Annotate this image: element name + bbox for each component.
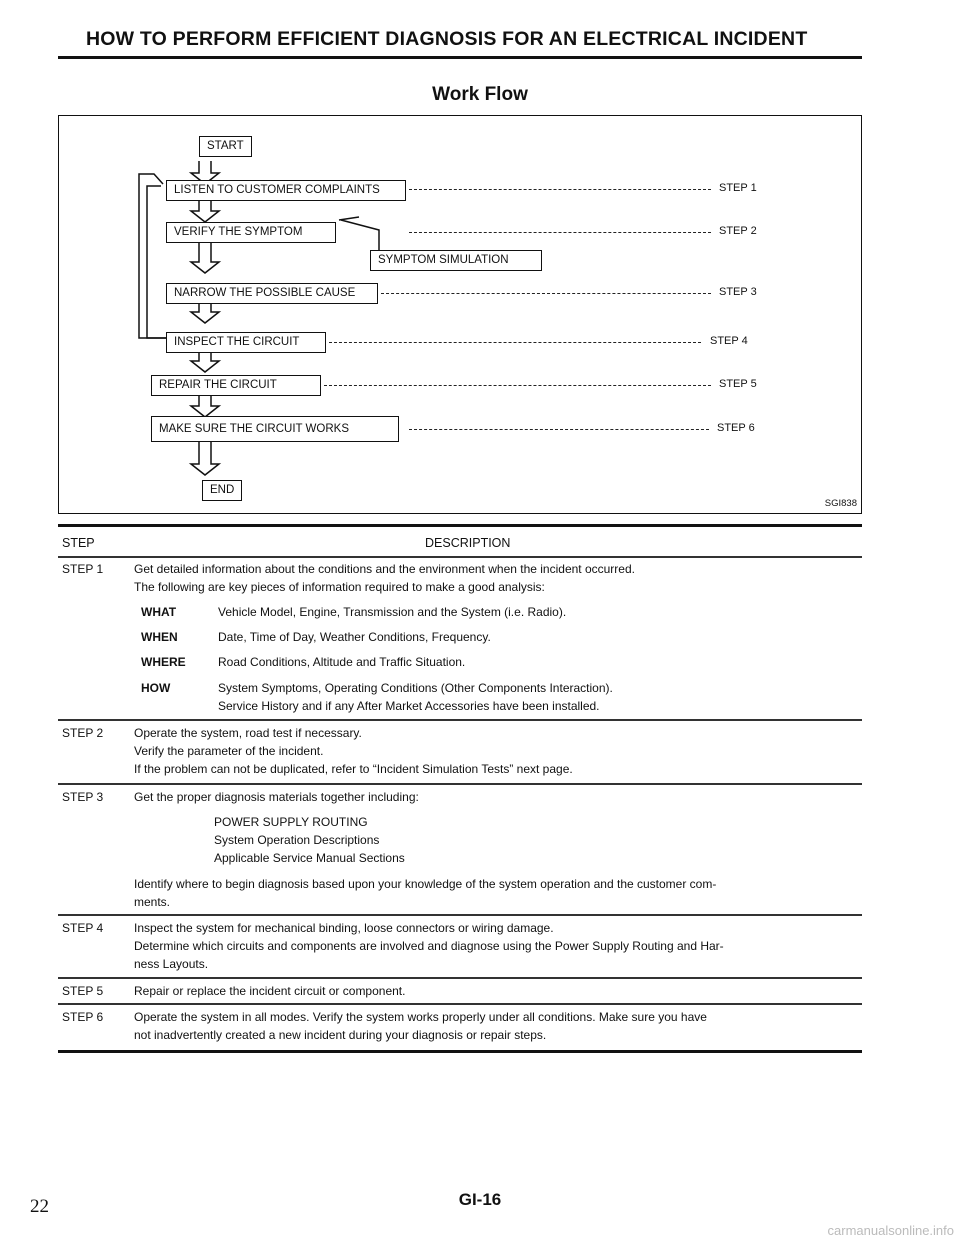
leader-line-step5 <box>324 385 711 386</box>
watermark: carmanualsonline.info <box>827 1223 954 1238</box>
key-when: WHEN <box>141 630 178 644</box>
step-label-6: STEP 6 <box>717 422 755 434</box>
row-step2-line2: Verify the parameter of the incident. <box>134 744 324 758</box>
leader-line-step4 <box>329 342 701 343</box>
row-rule-4 <box>58 977 862 979</box>
row-step2-label: STEP 2 <box>62 726 104 740</box>
leader-line-step6 <box>409 429 709 430</box>
row-rule-3 <box>58 914 862 916</box>
table-header-rule <box>58 556 862 558</box>
row-step5-line: Repair or replace the incident circuit or component. <box>134 984 406 998</box>
value-when: Date, Time of Day, Weather Conditions, Frequency. <box>218 630 491 644</box>
flow-connectors <box>59 116 863 515</box>
row-step1-line2: The following are key pieces of information required to make a good analysis: <box>134 580 545 594</box>
value-where: Road Conditions, Altitude and Traffic Situation. <box>218 655 466 669</box>
row-step3-label: STEP 3 <box>62 790 104 804</box>
flow-node-step5: REPAIR THE CIRCUIT <box>151 375 321 396</box>
material-item: POWER SUPPLY ROUTING <box>214 815 368 829</box>
row-step6-label: STEP 6 <box>62 1010 104 1024</box>
step-label-3: STEP 3 <box>719 286 757 298</box>
row-step5-label: STEP 5 <box>62 984 104 998</box>
row-step1-label: STEP 1 <box>62 562 104 576</box>
row-step2-line3: If the problem can not be duplicated, refer to “Incident Simulation Tests” next page. <box>134 762 573 776</box>
arrow-step5 <box>191 395 219 417</box>
table-header-step: STEP <box>62 536 95 550</box>
row-step3-outro1: Identify where to begin diagnosis based upon your knowledge of the system operation and the customer com- <box>134 877 717 891</box>
arrow-step6 <box>191 442 219 475</box>
row-step6-line2: not inadvertently created a new incident during your diagnosis or repair steps. <box>134 1028 547 1042</box>
row-rule-5 <box>58 1003 862 1005</box>
value-how: System Symptoms, Operating Conditions (Other Components Interaction). <box>218 681 613 695</box>
flow-node-simulation: SYMPTOM SIMULATION <box>370 250 542 271</box>
row-step4-line1: Inspect the system for mechanical binding, loose connectors or wiring damage. <box>134 921 554 935</box>
leader-line-step2 <box>409 232 711 233</box>
step-label-5: STEP 5 <box>719 378 757 390</box>
leader-line-step1 <box>409 189 711 190</box>
step-label-4: STEP 4 <box>710 335 748 347</box>
end-terminal: END <box>202 480 242 501</box>
flow-node-step6: MAKE SURE THE CIRCUIT WORKS <box>151 416 399 442</box>
arrow-step2 <box>191 242 219 273</box>
page-title: HOW TO PERFORM EFFICIENT DIAGNOSIS FOR AN ELECTRICAL INCIDENT <box>86 28 808 50</box>
row-step4-line2: Determine which circuits and components are involved and diagnose using the Power Supply Routing and Har- <box>134 939 724 953</box>
arrow-step1 <box>191 200 219 222</box>
key-how: HOW <box>141 681 171 695</box>
table-top-rule <box>58 524 862 527</box>
figure-id: SGI838 <box>824 498 857 509</box>
simulation-connector <box>339 217 379 251</box>
section-subtitle: Work Flow <box>432 84 528 105</box>
flow-node-step2: VERIFY THE SYMPTOM <box>166 222 336 243</box>
row-rule-2 <box>58 783 862 785</box>
leader-line-step3 <box>381 293 711 294</box>
value-how-line2: Service History and if any After Market Accessories have been installed. <box>218 699 600 713</box>
material-item: System Operation Descriptions <box>214 833 380 847</box>
row-step2-line1: Operate the system, road test if necessary. <box>134 726 362 740</box>
step-label-2: STEP 2 <box>719 225 757 237</box>
row-step1-line1: Get detailed information about the conditions and the environment when the incident occurred. <box>134 562 635 576</box>
loop-back-line <box>139 174 166 338</box>
page-side-number: 22 <box>30 1196 49 1217</box>
loop-back-line-2 <box>147 186 169 338</box>
row-step6-line1: Operate the system in all modes. Verify the system works properly under all conditions. Make sure you have <box>134 1010 707 1024</box>
table-bottom-rule <box>58 1050 862 1053</box>
key-where: WHERE <box>141 655 186 669</box>
flow-node-step1: LISTEN TO CUSTOMER COMPLAINTS <box>166 180 406 201</box>
table-header-description: DESCRIPTION <box>425 536 511 550</box>
row-rule-1 <box>58 719 862 721</box>
page-number: GI-16 <box>458 1190 502 1209</box>
row-step3-outro2: ments. <box>134 895 171 909</box>
start-terminal: START <box>199 136 252 157</box>
row-step4-line3: ness Layouts. <box>134 957 209 971</box>
step-label-1: STEP 1 <box>719 182 757 194</box>
work-flow-figure <box>58 115 862 514</box>
row-step4-label: STEP 4 <box>62 921 104 935</box>
title-underline <box>58 56 862 59</box>
arrow-step3 <box>191 303 219 323</box>
row-step3-intro: Get the proper diagnosis materials together including: <box>134 790 419 804</box>
material-item: Applicable Service Manual Sections <box>214 851 405 865</box>
flow-node-step4: INSPECT THE CIRCUIT <box>166 332 326 353</box>
value-what: Vehicle Model, Engine, Transmission and the System (i.e. Radio). <box>218 605 567 619</box>
flow-node-step3: NARROW THE POSSIBLE CAUSE <box>166 283 378 304</box>
arrow-step4 <box>191 352 219 372</box>
key-what: WHAT <box>141 605 177 619</box>
